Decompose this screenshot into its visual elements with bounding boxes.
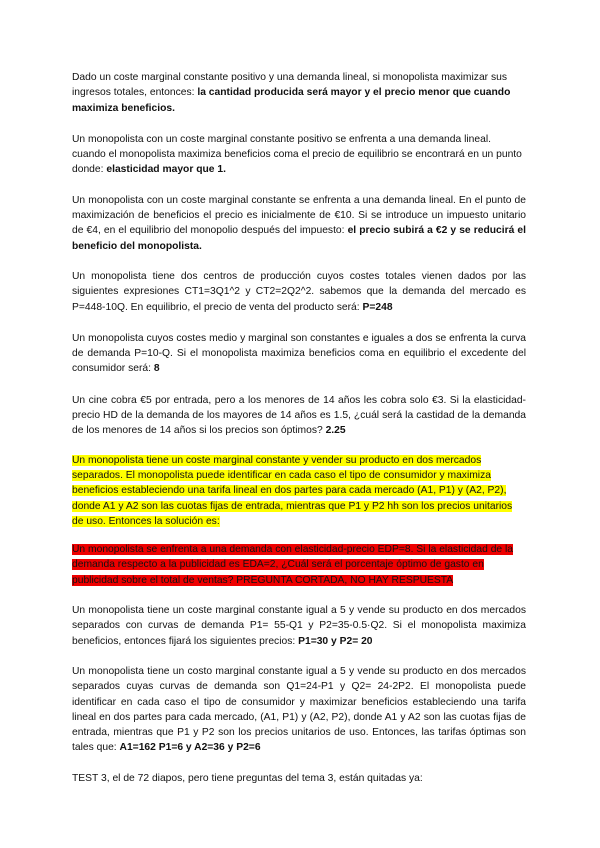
- question-4-text: Un monopolista tiene dos centros de producción cuyos costes totales vienen dados por las siguientes expresiones CT1=3Q1^2 y CT2=2Q2^2. sabemos que la demanda del mercado es P=448-10Q. En equilibrio, el precio de venta del producto será:: [72, 270, 526, 313]
- question-9: [72, 603, 526, 649]
- question-8-text: Un monopolista se enfrenta a una demanda con elasticidad-precio EDP=8. Si la elasticidad de la demanda respecto a la publicidad es EDA=2, ¿Cuál será el porcentaje óptimo de gasto en publicidad sobre el total de ventas? PREGUNTA CORTADA, NO HAY RESPUESTA: [72, 544, 514, 586]
- question-4-answer: P=248: [362, 301, 393, 313]
- question-2-answer: elasticidad mayor que 1.: [106, 164, 226, 176]
- question-1-text: Dado un coste marginal constante positivo y una demanda lineal, si monopolista maximizar sus ingresos totales, entonces:: [72, 72, 507, 99]
- question-4: [72, 269, 526, 315]
- question-2-text: Un monopolista con un coste marginal constante positivo se enfrenta a una demanda lineal. cuando el monopolista maximiza beneficios coma el precio de equilibrio se encontrará en un punto donde:: [72, 133, 522, 176]
- question-3: [72, 193, 526, 254]
- question-10-answer: A1=162 P1=6 y A2=36 y P2=6: [119, 742, 261, 754]
- question-7-highlighted: [72, 453, 526, 529]
- question-1-answer: la cantidad producida será mayor y el precio menor que cuando maximiza beneficios.: [72, 87, 511, 114]
- test-3-note-text: TEST 3, el de 72 diapos, pero tiene preguntas del tema 3, están quitadas ya:: [72, 772, 423, 784]
- question-3-text: Un monopolista con un coste marginal constante se enfrenta a una demanda lineal. En el punto de maximización de beneficios el precio es inicialmente de €10. Si se introduce un impuesto unitario de €4, en el equilibrio del monopolio después del impuesto:: [72, 194, 526, 237]
- test-3-note: [72, 771, 526, 786]
- question-9-answer: P1=30 y P2= 20: [298, 635, 373, 647]
- question-6: [72, 393, 526, 439]
- question-10: [72, 664, 526, 756]
- document-page: [72, 70, 526, 801]
- question-8-highlighted: [72, 542, 526, 588]
- question-6-answer: 2.25: [325, 425, 346, 437]
- question-9-text: Un monopolista tiene un coste marginal constante igual a 5 y vende su producto en dos mercados separados con curvas de demanda P1= 55-Q1 y P2=35-0.5·Q2. Si el monopolista maximiza beneficios, entonces fijará los siguientes precios:: [72, 605, 526, 647]
- question-3-answer: el precio subirá a €2 y se reducirá el beneficio del monopolista.: [72, 225, 526, 252]
- question-2: [72, 132, 526, 178]
- question-6-text: Un cine cobra €5 por entrada, pero a los menores de 14 años les cobra solo €3. Si la elasticidad-precio HD de la demanda de los mayores de 14 años es 1.5, ¿cuál será la castidad de la demanda de los menores de 14 años si los precios son óptimos?: [72, 394, 526, 437]
- question-1: [72, 70, 526, 116]
- question-7-text: Un monopolista tiene un coste marginal constante y vender su producto en dos mercados separados. El monopolista puede identificar en cada caso el tipo de consumidor y maximiza beneficios estableciendo una tarifa lineal en dos partes para cada mercado (A1, P1) y (A2, P2), donde A1 y A2 son las cuotas fijas de entrada, mientras que P1 y P2 hh son los precios unitarios de uso. Entonces la solución es:: [72, 454, 513, 527]
- question-5: [72, 331, 526, 377]
- question-5-answer: 8: [153, 363, 160, 375]
- question-5-text: Un monopolista cuyos costes medio y marginal son constantes e iguales a dos se enfrenta la curva de demanda P=10-Q. Si el monopolista maximiza beneficios coma en equilibrio el excedente del consumidor será:: [72, 332, 526, 375]
- question-10-text: Un monopolista tiene un costo marginal constante igual a 5 y vende su producto en dos mercados separados cuyas curvas de demanda son Q1=24-P1 y Q2= 24-2P2. El monopolista puede identificar en cada caso el tipo de consumidor y maximizar beneficios estableciendo una tarifa lineal en dos partes para cada mercado, (A1, P1) y (A2, P2), donde A1 y A2 son las cuotas fijas de entrada, mientras que P1 y P2 son los precios unitarios de uso. Entonces, las tarifas óptimas son tales que:: [72, 665, 526, 754]
